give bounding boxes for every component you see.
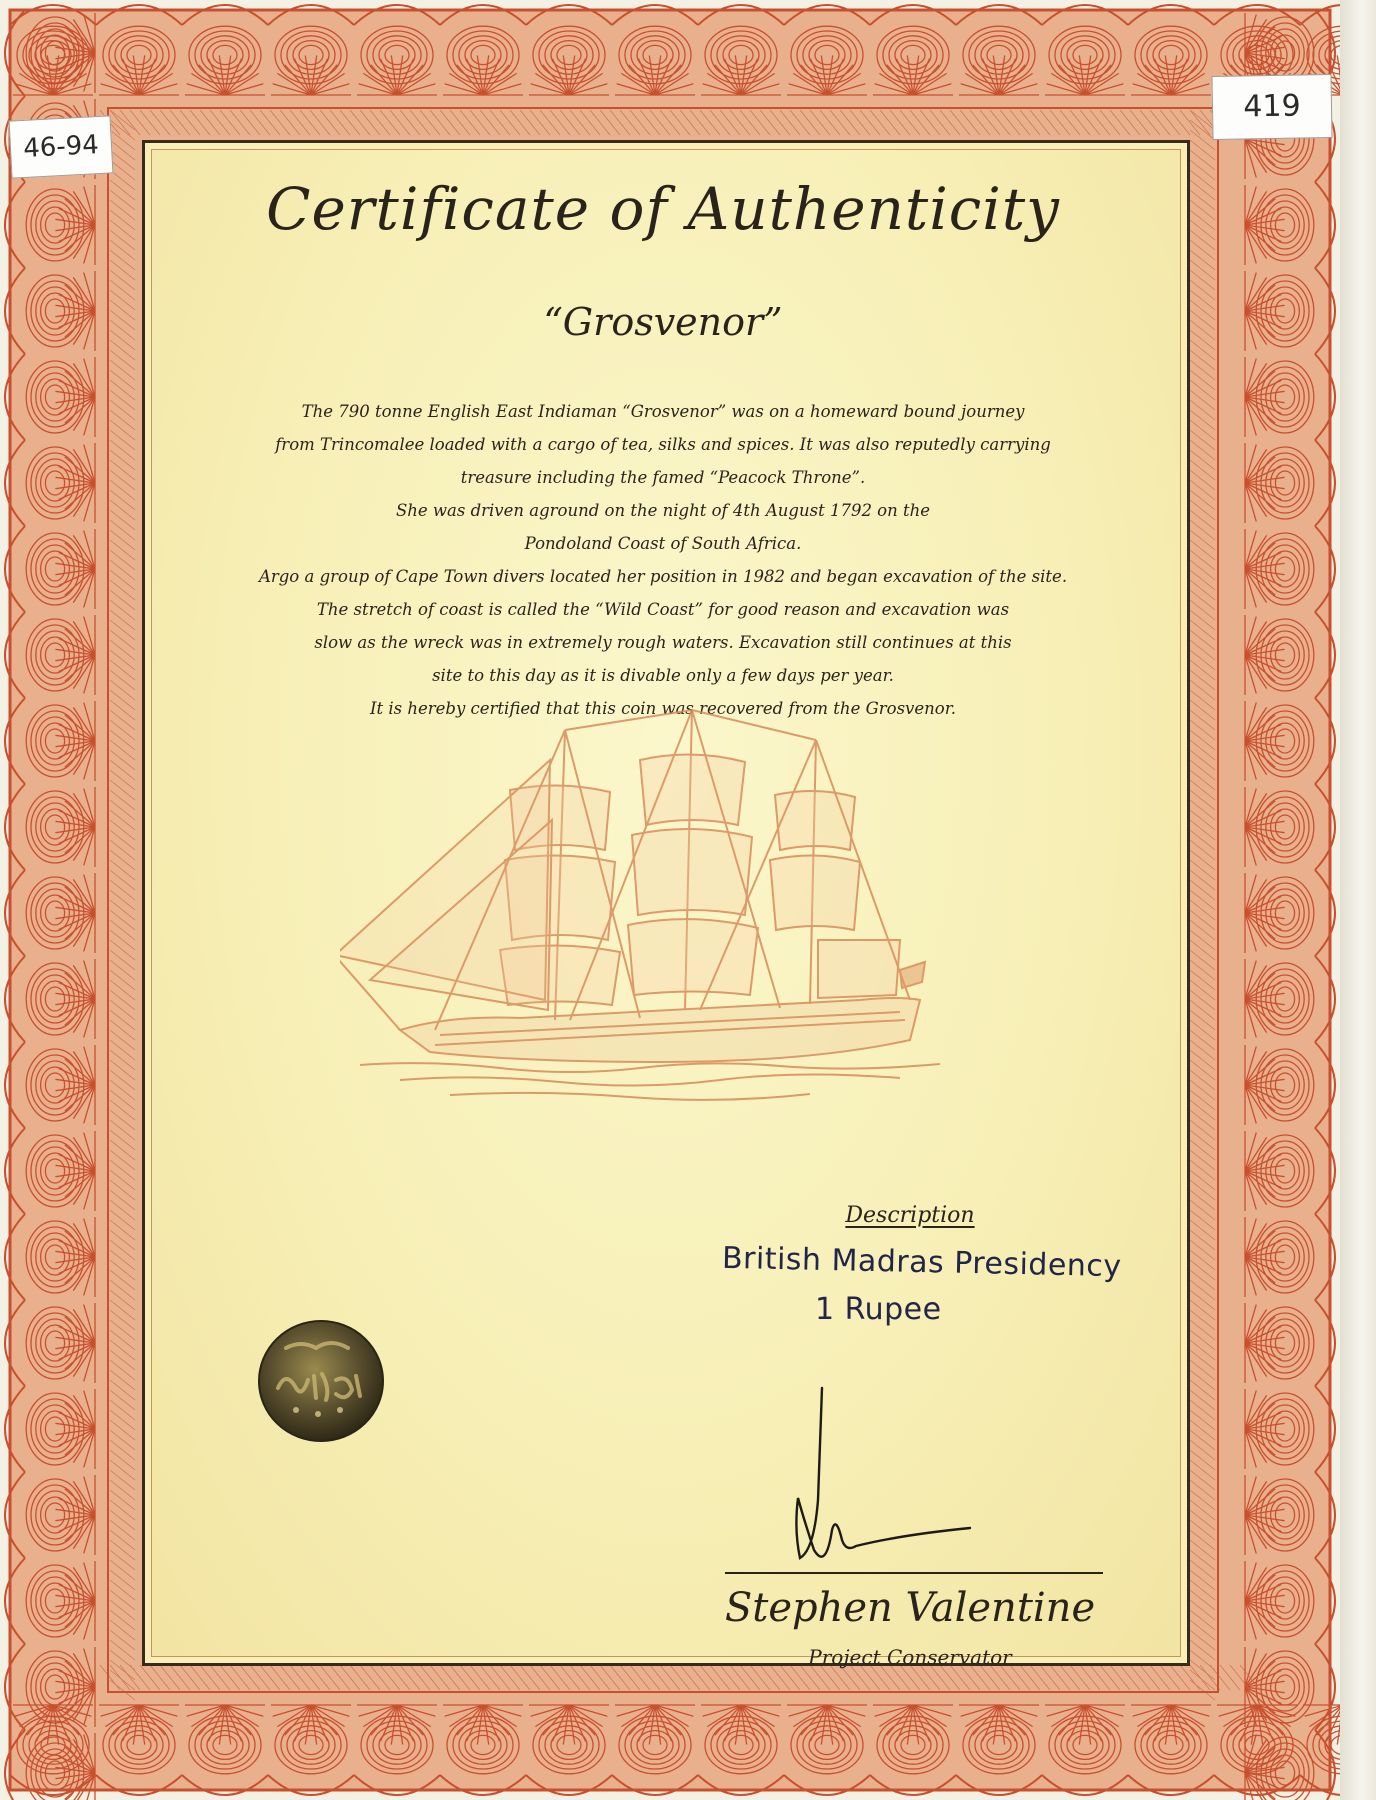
handwritten-description-line: British Madras Presidency [721, 1240, 1122, 1285]
ship-name-subtitle: “Grosvenor” [543, 300, 783, 344]
signer-name: Stephen Valentine [724, 1585, 1096, 1631]
body-line: Argo a group of Cape Town divers located her position in 1982 and began excavation of the site. [258, 567, 1068, 586]
body-line: The stretch of coast is called the “Wild Coast” for good reason and excavation was [316, 600, 1010, 619]
body-line: Pondoland Coast of South Africa. [524, 534, 802, 553]
certificate-body-text [168, 395, 1158, 725]
certificate-title: Certificate of Authenticity [266, 175, 1060, 243]
body-line: from Trincomalee loaded with a cargo of tea, silks and spices. It was also reputedly carrying [275, 435, 1051, 454]
signer-role: Project Conservator [808, 1645, 1012, 1669]
handwritten-signature [760, 1380, 1090, 1580]
description-heading: Description [845, 1203, 975, 1228]
body-line: site to this day as it is divable only a few days per year. [432, 666, 894, 685]
inventory-tag-right: 419 [1211, 74, 1332, 140]
body-line: It is hereby certified that this coin was recovered from the Grosvenor. [369, 699, 957, 718]
body-line: She was driven aground on the night of 4th August 1792 on the [395, 501, 931, 520]
body-line: The 790 tonne English East Indiaman “Grosvenor” was on a homeward bound journey [301, 402, 1025, 421]
coin-photo [256, 1318, 386, 1444]
signature-line [725, 1572, 1103, 1574]
inventory-tag-left: 46-94 [9, 115, 114, 178]
scanner-edge [1340, 0, 1376, 1800]
body-line: treasure including the famed “Peacock Throne”. [460, 468, 866, 487]
sailing-ship-illustration [340, 700, 980, 1130]
body-line: slow as the wreck was in extremely rough waters. Excavation still continues at this [314, 633, 1012, 652]
handwritten-description-line: 1 Rupee [815, 1292, 942, 1327]
